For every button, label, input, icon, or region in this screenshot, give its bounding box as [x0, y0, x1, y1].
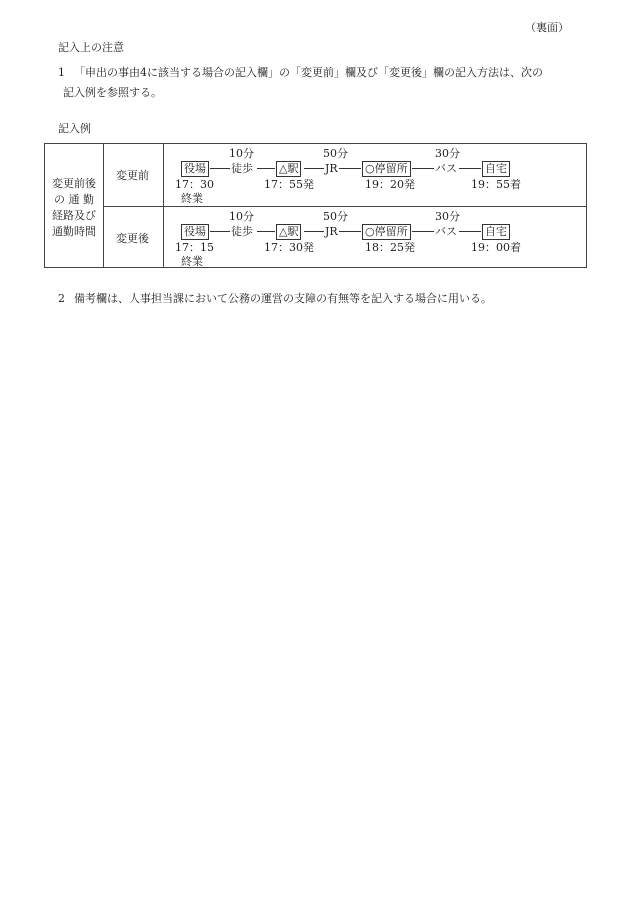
- route-line: [257, 168, 275, 169]
- time-label: 17：55発: [264, 178, 314, 191]
- route-line: [412, 168, 434, 169]
- route-line: [304, 168, 324, 169]
- place-box: 役場: [181, 224, 209, 240]
- time-label: 17：30: [175, 178, 214, 191]
- route-before: [45, 144, 586, 206]
- mode-label: JR: [325, 225, 338, 238]
- time-label: 18：25発: [365, 241, 415, 254]
- route-line: [210, 231, 230, 232]
- route-line: [210, 168, 230, 169]
- mode-label: 徒歩: [231, 225, 253, 238]
- route-line: [459, 231, 481, 232]
- end-of-work-note: 終業: [181, 255, 203, 268]
- place-box: △駅: [276, 224, 301, 240]
- note2-number: 2: [58, 292, 65, 305]
- section-title: 記入上の注意: [58, 41, 124, 54]
- duration-label: 10分: [229, 147, 254, 160]
- place-box: ○停留所: [362, 224, 411, 240]
- time-label: 19：20発: [365, 178, 415, 191]
- example-title: 記入例: [58, 122, 91, 135]
- route-line: [339, 231, 361, 232]
- route-line: [304, 231, 324, 232]
- note2-text: 備考欄は、人事担当課において公務の運営の支障の有無等を記入する場合に用いる。: [74, 292, 492, 305]
- mode-label: バス: [435, 225, 457, 238]
- note1-line1: 「申出の事由4に該当する場合の記入欄」の「変更前」欄及び「変更後」欄の記入方法は、次の: [74, 66, 543, 79]
- end-of-work-note: 終業: [181, 192, 203, 205]
- duration-label: 10分: [229, 210, 254, 223]
- note1-number: 1: [58, 66, 65, 79]
- place-box: 役場: [181, 161, 209, 177]
- mode-label: JR: [325, 162, 338, 175]
- page-side-label: （裏面）: [525, 21, 569, 34]
- duration-label: 30分: [435, 147, 460, 160]
- note1-line2: 記入例を参照する。: [63, 86, 162, 99]
- row-header-line: 通勤時間: [52, 225, 96, 238]
- route-line: [257, 231, 275, 232]
- row-label-after: 変更後: [116, 232, 149, 245]
- duration-label: 30分: [435, 210, 460, 223]
- commute-example-table: [44, 143, 587, 268]
- route-after: [45, 207, 586, 269]
- place-box: 自宅: [482, 224, 510, 240]
- row-header-line: 経路及び: [52, 209, 96, 222]
- row-header-line: 変更前後: [52, 177, 96, 190]
- mode-label: バス: [435, 162, 457, 175]
- time-label: 17：15: [175, 241, 214, 254]
- time-label: 19：00着: [471, 241, 521, 254]
- time-label: 19：55着: [471, 178, 521, 191]
- route-line: [339, 168, 361, 169]
- route-line: [459, 168, 481, 169]
- mode-label: 徒歩: [231, 162, 253, 175]
- time-label: 17：30発: [264, 241, 314, 254]
- duration-label: 50分: [323, 147, 348, 160]
- row-header-line: の 通 勤: [54, 193, 94, 206]
- row-label-before: 変更前: [116, 169, 149, 182]
- place-box: △駅: [276, 161, 301, 177]
- duration-label: 50分: [323, 210, 348, 223]
- place-box: ○停留所: [362, 161, 411, 177]
- route-line: [412, 231, 434, 232]
- place-box: 自宅: [482, 161, 510, 177]
